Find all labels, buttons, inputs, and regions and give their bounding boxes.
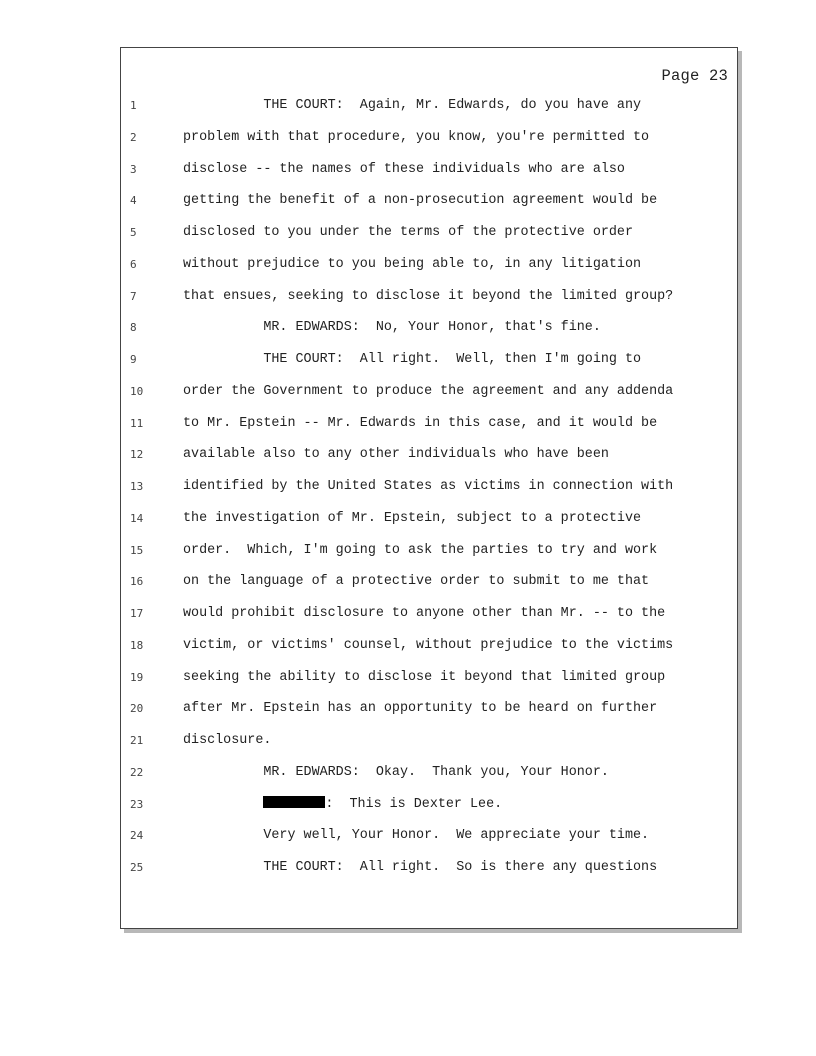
line-text: THE COURT: Again, Mr. Edwards, do you have any bbox=[183, 98, 642, 113]
line-text: THE COURT: All right. Well, then I'm going to bbox=[183, 352, 642, 367]
transcript-line bbox=[121, 541, 737, 573]
line-number: 25 bbox=[130, 861, 144, 874]
line-number: 1 bbox=[130, 99, 137, 112]
line-number: 3 bbox=[130, 162, 137, 176]
transcript-lines bbox=[121, 96, 737, 890]
line-number: 12 bbox=[130, 448, 144, 462]
line-text: seeking the ability to disclose it beyond that limited group bbox=[183, 669, 666, 685]
transcript-line bbox=[121, 318, 737, 350]
line-number: 22 bbox=[130, 765, 144, 779]
line-number: 21 bbox=[130, 734, 144, 747]
transcript-line bbox=[121, 96, 737, 128]
transcript-line bbox=[121, 414, 737, 446]
line-number: 13 bbox=[130, 480, 144, 493]
line-number: 8 bbox=[130, 321, 137, 335]
line-text: to Mr. Epstein -- Mr. Edwards in this case, and it would be bbox=[183, 415, 658, 431]
line-text: : This is Dexter Lee. bbox=[325, 796, 503, 812]
line-text: MR. EDWARDS: Okay. Thank you, Your Honor. bbox=[183, 764, 609, 780]
line-text: the investigation of Mr. Epstein, subject to a protective bbox=[183, 510, 642, 526]
line-text: THE COURT: All right. So is there any questions bbox=[183, 860, 658, 875]
line-text: that ensues, seeking to disclose it beyond the limited group? bbox=[183, 288, 674, 304]
transcript-line bbox=[121, 350, 737, 382]
line-number: 18 bbox=[130, 638, 144, 652]
line-text: order. Which, I'm going to ask the parties to try and work bbox=[183, 542, 658, 558]
line-text: disclose -- the names of these individuals who are also bbox=[183, 161, 625, 177]
line-number: 9 bbox=[130, 353, 137, 366]
transcript-line bbox=[121, 382, 737, 414]
page-number: Page 23 bbox=[661, 67, 728, 85]
line-text: MR. EDWARDS: No, Your Honor, that's fine. bbox=[183, 320, 601, 336]
transcript-line bbox=[121, 477, 737, 509]
transcript-line bbox=[121, 509, 737, 541]
transcript-page bbox=[120, 47, 738, 929]
line-number: 23 bbox=[130, 797, 144, 811]
transcript-line bbox=[121, 128, 737, 160]
line-text: victim, or victims' counsel, without prejudice to the victims bbox=[183, 637, 674, 653]
transcript-line bbox=[121, 191, 737, 223]
line-number: 2 bbox=[130, 130, 137, 144]
line-text: problem with that procedure, you know, you're permitted to bbox=[183, 129, 650, 145]
line-number: 11 bbox=[130, 416, 144, 430]
line-number: 19 bbox=[130, 670, 144, 684]
redaction-block bbox=[263, 796, 325, 808]
line-number: 10 bbox=[130, 384, 144, 398]
line-number: 5 bbox=[130, 226, 137, 239]
line-text: getting the benefit of a non-prosecution agreement would be bbox=[183, 193, 658, 209]
transcript-line bbox=[121, 795, 737, 827]
line-text: available also to any other individuals who have been bbox=[183, 447, 609, 463]
line-text: without prejudice to you being able to, in any litigation bbox=[183, 256, 642, 272]
line-text-redacted bbox=[183, 795, 502, 815]
transcript-line bbox=[121, 763, 737, 795]
line-number: 16 bbox=[130, 575, 144, 589]
transcript-line bbox=[121, 668, 737, 700]
line-text: after Mr. Epstein has an opportunity to be heard on further bbox=[183, 701, 658, 717]
line-number: 24 bbox=[130, 829, 144, 843]
transcript-line bbox=[121, 445, 737, 477]
line-number: 7 bbox=[130, 289, 137, 303]
transcript-line bbox=[121, 223, 737, 255]
transcript-line bbox=[121, 287, 737, 319]
transcript-line bbox=[121, 826, 737, 858]
line-number: 6 bbox=[130, 257, 137, 271]
line-text: identified by the United States as victims in connection with bbox=[183, 479, 674, 494]
transcript-line bbox=[121, 699, 737, 731]
line-number: 4 bbox=[130, 194, 137, 208]
transcript-line bbox=[121, 160, 737, 192]
line-text: disclosed to you under the terms of the protective order bbox=[183, 225, 633, 240]
transcript-line bbox=[121, 731, 737, 763]
line-text: would prohibit disclosure to anyone other than Mr. -- to the bbox=[183, 606, 666, 621]
line-number: 14 bbox=[130, 511, 144, 525]
transcript-line bbox=[121, 858, 737, 890]
line-text: on the language of a protective order to submit to me that bbox=[183, 574, 650, 590]
line-number: 17 bbox=[130, 607, 144, 620]
transcript-line bbox=[121, 604, 737, 636]
line-number: 20 bbox=[130, 702, 144, 716]
line-text: Very well, Your Honor. We appreciate your time. bbox=[183, 828, 650, 844]
transcript-line bbox=[121, 636, 737, 668]
transcript-line bbox=[121, 572, 737, 604]
line-indent bbox=[183, 797, 263, 812]
line-number: 15 bbox=[130, 543, 144, 557]
line-text: disclosure. bbox=[183, 733, 272, 748]
transcript-line bbox=[121, 255, 737, 287]
line-text: order the Government to produce the agreement and any addenda bbox=[183, 383, 674, 399]
